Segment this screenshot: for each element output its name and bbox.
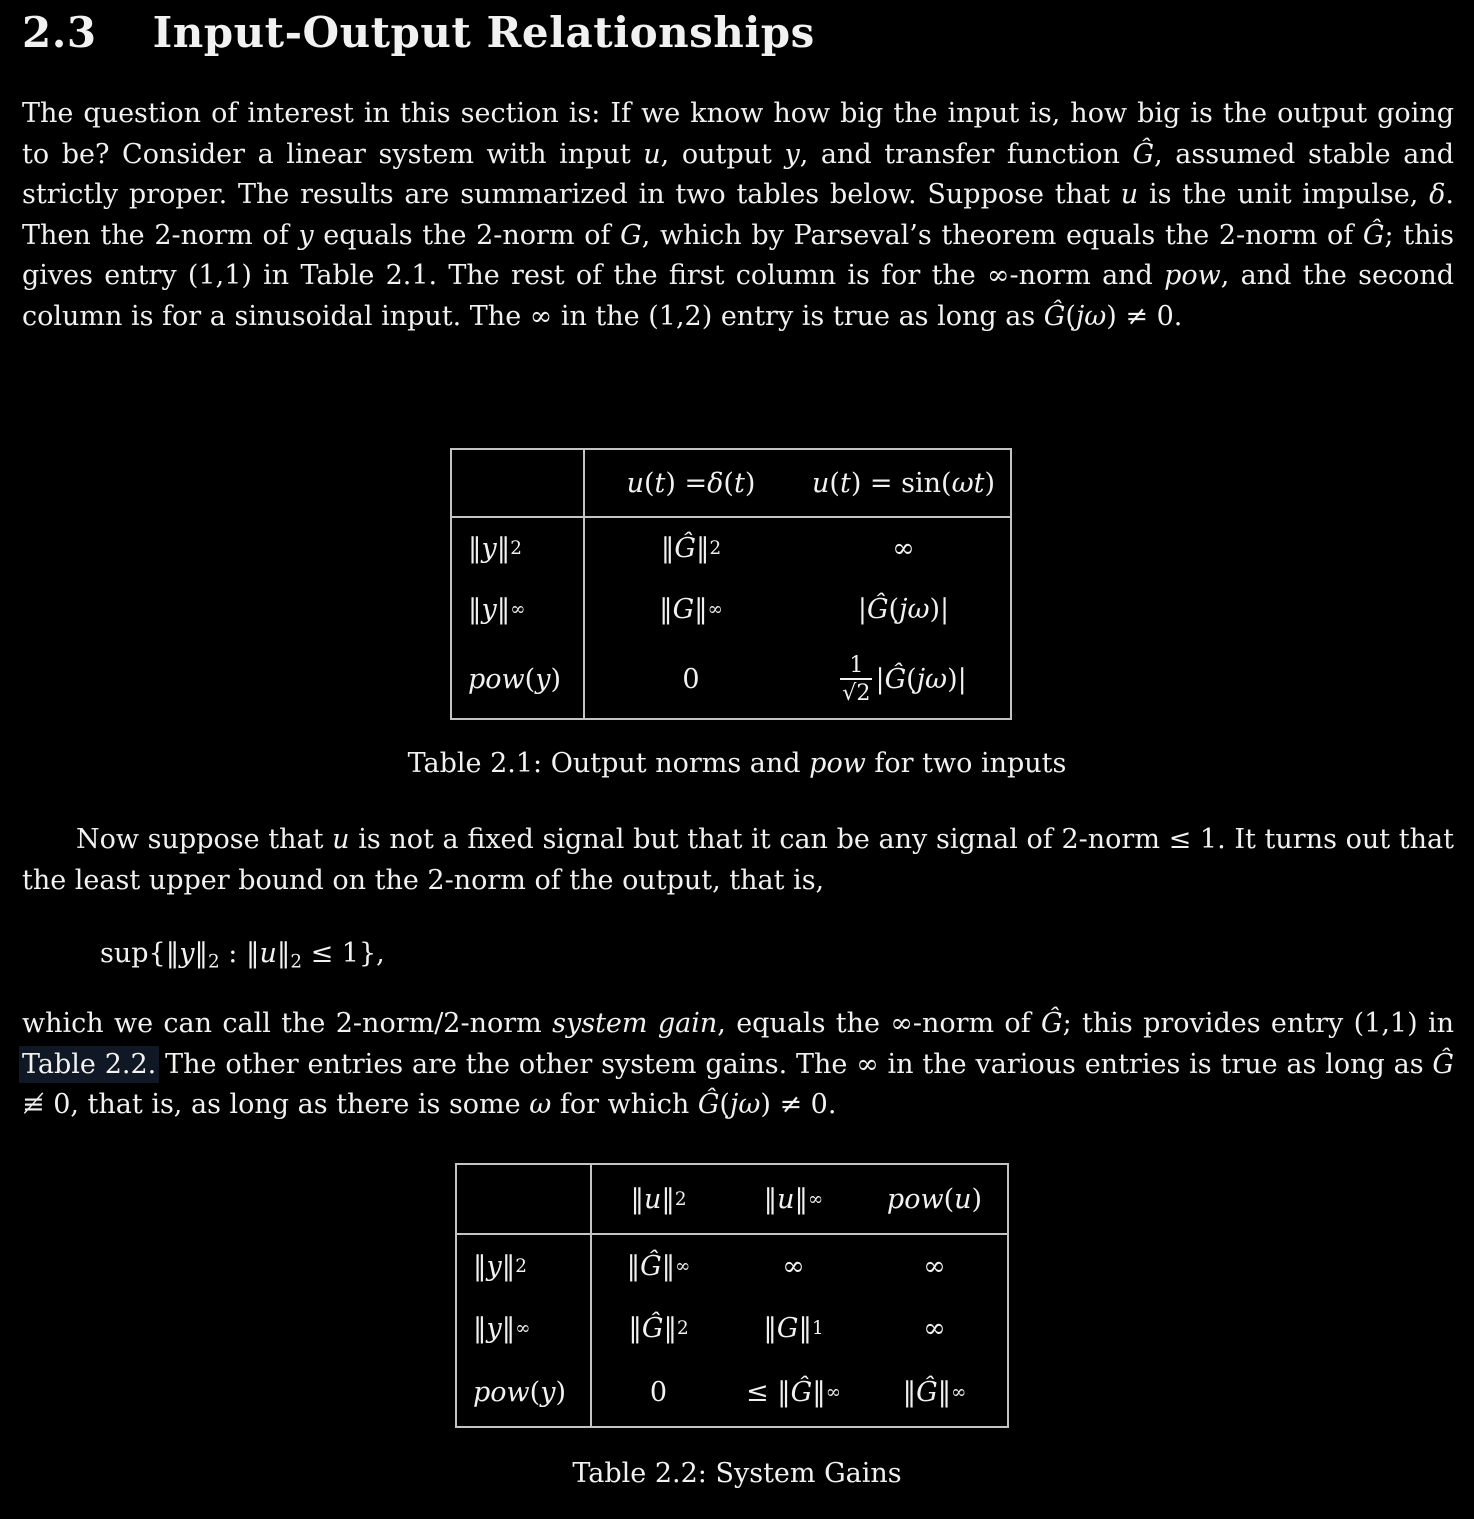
text-run: ) ≠ 0. [760,1089,837,1120]
text-run: u [259,938,277,969]
text-run: ( [529,1377,541,1408]
text-run: Ĝ [1041,1008,1063,1039]
text-run: ( [888,593,900,625]
table-header-cell [592,1165,725,1235]
text-run: ) ≠ 0. [1106,300,1183,332]
table-cell [797,518,1010,578]
text-run: , which by Parseval’s theorem equals the 2-norm of [641,219,1363,251]
text-run: 2 [676,1317,689,1339]
table-cell [862,1359,1007,1426]
text-run: . Then the 2-norm of [22,179,1454,251]
text-run: ‖ [659,593,673,625]
text-run: ∞ [808,1188,824,1210]
text-run: is the unit impulse, [1138,179,1430,210]
text-run: u [1120,179,1139,210]
text-run: ) [555,1377,567,1408]
text-run: u [954,1183,972,1215]
text-run: ω [529,1089,552,1120]
text-run: ‖ [661,1250,676,1282]
text-run: ‖ [695,532,710,564]
text-run: ( [906,663,917,695]
text-run: ; this provides entry (1,1) in [1062,1008,1454,1039]
text-run: pow [468,663,525,695]
text-run: Ĝ [1362,219,1385,251]
text-run: ‖ [794,1183,809,1215]
text-run: Ĝ [641,1312,664,1344]
text-run: ∞ [782,1250,805,1282]
text-run: y [179,938,195,969]
text-run: The question of interest in this section is: If we know how big the input is, how big is the output going to be? Consider a linear system with input [22,98,1454,170]
table-header-cell [797,450,1010,518]
text-run: ( [644,467,655,499]
table-cell [585,578,797,640]
text-run: | [857,593,867,625]
text-run: ∞ [515,1317,531,1339]
text-run: The other entries are the other system gains. The ∞ in the various entries is true as long as [156,1048,1433,1080]
text-run: Ĝ [674,532,696,564]
text-run: Ĝ [1043,300,1066,332]
text-run: u [643,1183,662,1215]
text-run: ‖ [937,1377,952,1408]
text-run: , and the second column is for a sinusoidal input. The ∞ in the (1,2) entry is true as long as [22,260,1454,332]
table-cell-fraction [797,640,1010,718]
text-run: ‖ [165,938,180,969]
text-run: | [875,663,885,695]
table-row-label [457,1359,592,1426]
text-run: y [298,219,314,251]
text-run: ‖ [628,1312,642,1344]
text-run: , output [660,138,785,170]
section-number: 2.3 [22,8,97,57]
text-run: Ĝ [916,1377,938,1408]
text-run: ‖ [468,593,482,625]
text-run: jω [1075,300,1107,332]
text-run: pow [809,748,866,779]
text-run: ∞ [707,598,723,620]
text-run: ( [1065,300,1076,332]
text-run: ‖ [245,938,260,969]
table-cell [862,1235,1007,1297]
table-header-cell [585,450,797,518]
text-run: 2 [674,1188,687,1210]
table-cell [862,1297,1007,1359]
table-cell [592,1359,725,1426]
text-run: Now suppose that [76,824,333,855]
text-run: ( [719,1089,730,1120]
table-cell [725,1297,862,1359]
text-run: for two inputs [865,748,1067,779]
text-run: 2 [515,1255,527,1277]
table-row-label [457,1235,592,1297]
text-run: ( [943,1183,955,1215]
fraction-rest [875,664,966,695]
text-run: ) [984,467,995,499]
text-run: ‖ [812,1377,826,1408]
text-run: ‖ [694,593,708,625]
section-title: Input-Output Relationships [152,8,815,57]
text-run: y [481,593,497,625]
table-caption [0,748,1474,779]
table-caption: Table 2.2: System Gains [572,1458,902,1489]
text-run: y [540,1377,556,1408]
paragraph-intro [22,94,1454,337]
text-run: ; this gives entry (1,1) in Table 2.1. The rest of the first column is for the ∞-norm and [22,219,1454,291]
text-run: ‖ [194,938,208,969]
text-run: for which [551,1089,698,1120]
text-run: y [486,1312,502,1344]
text-run: y [784,138,800,170]
text-run: Table 2.1: Output norms and [407,748,810,779]
text-run: Ĝ [640,1250,662,1282]
table-header-cell [725,1165,862,1235]
text-run: ∞ [510,598,526,620]
text-run: Ĝ [697,1089,720,1120]
text-run: ‖ [661,1183,675,1215]
text-run: ∞ [825,1382,842,1403]
text-run: 0 [682,663,700,695]
text-run: ‖ [496,532,511,564]
text-run: ωt [951,467,985,499]
text-run: ≢ 0, that is, as long as there is some [22,1089,530,1120]
fraction-numerator: 1 [849,651,864,678]
table-header-cell [862,1165,1007,1235]
table-cell [725,1235,862,1297]
text-run: ) [744,467,756,499]
text-run: )| [929,593,950,625]
text-run: system gain [552,1008,718,1039]
text-run: 0 [649,1377,668,1408]
table-corner-cell [457,1165,592,1235]
text-run: ‖ [501,1250,516,1282]
text-run: Ĝ [866,593,889,625]
text-run: equals the 2-norm of [313,219,621,251]
text-run: G [776,1312,799,1344]
section-heading [22,8,815,57]
text-run: t [839,467,851,499]
text-run: ∞ [923,1312,946,1344]
text-run: )| [947,663,967,695]
text-run: ≤ 1}, [302,938,385,969]
table-system-gains [455,1163,1009,1428]
text-run: which we can call the 2-norm/2-norm [22,1008,553,1039]
text-run: 2 [709,537,722,559]
text-run: t [654,467,666,499]
text-run: u [812,467,830,499]
text-run: ‖ [501,1312,516,1344]
text-run: ∞ [923,1250,946,1282]
text-run: ) = sin( [850,467,952,499]
text-run: ) = [665,467,708,499]
text-run: : [219,938,246,969]
fraction [840,653,872,706]
text-run: jω [916,663,948,695]
text-run: G [672,593,695,625]
text-run: , assumed stable and strictly proper. The results are summarized in two tables below. Suppose that [22,138,1455,210]
table-corner-cell [452,450,585,518]
text-run: pow [886,1183,944,1215]
text-run: is not a fixed signal but that it can be any signal of 2-norm ≤ 1. It turns out that the least upper bound on the 2-norm of the output, that is, [22,824,1454,896]
text-run: 2 [510,537,522,559]
text-run: ‖ [473,1250,487,1282]
text-run: δ [1429,179,1446,210]
table-row-label [452,640,585,718]
table-2-2-link[interactable]: Table 2.2. [22,1048,157,1080]
text-run: ∞ [675,1255,691,1277]
table-output-norms [450,448,1012,720]
table-cell [592,1235,725,1297]
table-cell [585,640,797,718]
paragraph-system-gain [22,1004,1454,1126]
text-run: G [620,219,642,251]
text-run: pow [1164,260,1221,291]
text-run: u [626,467,644,499]
text-run: ≤ ‖ [745,1377,791,1408]
text-run: ‖ [660,532,675,564]
text-run: ‖ [496,593,511,625]
text-run: ‖ [630,1183,644,1215]
text-run: jω [899,593,930,625]
text-run: Ĝ [884,663,907,695]
text-run: δ [707,467,724,499]
text-run: ‖ [763,1183,778,1215]
text-run: ( [723,467,734,499]
text-run: ‖ [763,1312,777,1344]
table-cell [592,1297,725,1359]
text-run: t [733,467,745,499]
text-run: y [535,663,551,695]
text-run: y [486,1250,502,1282]
text-run: Ĝ [1132,138,1155,170]
fraction-denominator: √2 [842,679,871,706]
text-run: Ĝ [790,1377,813,1408]
text-run: , and transfer function [799,138,1133,170]
text-run: ( [524,663,536,695]
text-run: jω [729,1089,761,1120]
text-run: u [332,824,350,855]
display-formula [100,938,385,973]
text-run: ( [829,467,840,499]
table-cell [797,578,1010,640]
text-run: sup{ [100,938,166,969]
text-run: ‖ [468,532,482,564]
text-run: ) [971,1183,983,1215]
text-run: 2 [207,951,220,973]
text-run: ‖ [276,938,291,969]
text-run: Ĝ [1432,1048,1454,1080]
text-run: ‖ [473,1312,487,1344]
table-row-label [452,578,585,640]
text-run: ) [550,663,562,695]
text-run: ∞ [892,532,915,564]
text-run: 2 [290,951,303,973]
table-row-label [457,1297,592,1359]
text-run: pow [473,1377,530,1408]
table-cell [585,518,797,578]
text-run: y [481,532,497,564]
text-run: ∞ [951,1382,967,1403]
table-row-label [452,518,585,578]
text-run: ‖ [663,1312,677,1344]
text-run: 1 [811,1317,824,1339]
text-run: , equals the ∞-norm of [717,1008,1042,1039]
text-run: ‖ [902,1377,917,1408]
paragraph-suppose [22,820,1454,901]
text-run: u [777,1183,795,1215]
text-run: ‖ [626,1250,641,1282]
text-run: ‖ [798,1312,812,1344]
table-cell [725,1359,862,1426]
text-run: u [643,138,661,170]
